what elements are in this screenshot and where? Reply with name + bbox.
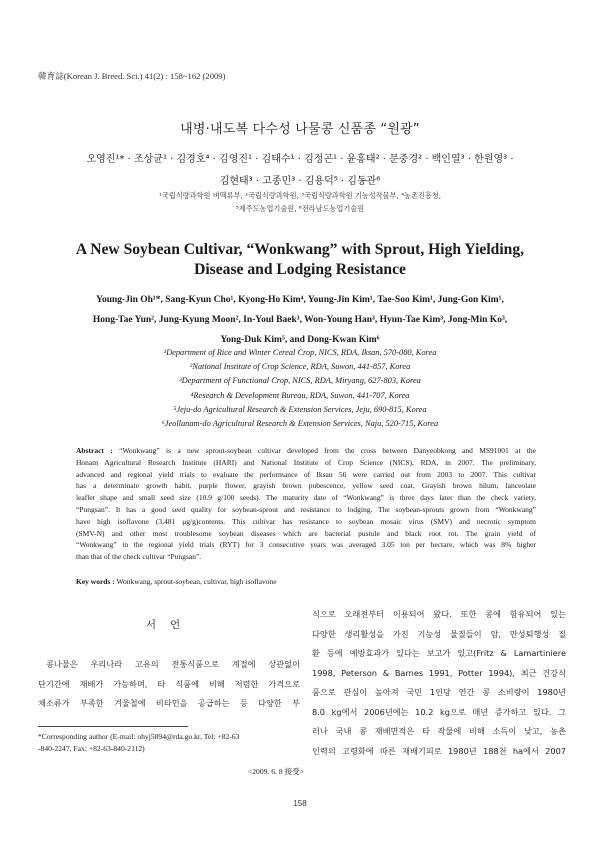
- abstract-label: Abstract :: [76, 446, 113, 455]
- footnote-line: *Corresponding author (E-mail: ohyj5894@rda.go.kr, Tel: +82-63: [38, 732, 240, 741]
- english-title: [40, 240, 560, 280]
- korean-title: 내병·내도복 다수성 나물콩 신품종 “원광”: [180, 122, 420, 137]
- affiliation-line: ²National Institute of Crop Science, RDA, Suwon, 441-857, Korea: [189, 362, 411, 372]
- english-title-line: A New Soybean Cultivar, “Wonkwang” with Sprout, High Yielding,: [75, 241, 525, 258]
- body-line: 러나 국내 콩 재배면적은 타 작물에 비해 소득이 낮고, 농촌: [312, 726, 566, 736]
- abstract: [76, 445, 536, 563]
- english-authors-line: Young-Jin Oh¹*, Sang-Kyun Cho¹, Kyong-Ho Kim⁴, Young-Jin Kim¹, Tae-Soo Kim¹, Jung-Gon Kim¹,: [96, 295, 504, 305]
- abstract-line: (SMV-N) and other most troublesome soybean diseases which are bacterial pustule and black root rot. The grain yield of: [76, 528, 536, 538]
- keywords-label: Key words :: [76, 577, 115, 586]
- body-line: 채소류가 부족한 겨울철에 비타민을 공급하는 등 다양한 부: [38, 698, 300, 708]
- abstract-line: than that of the check cultivar “Pungsan”.: [76, 552, 202, 562]
- section-heading-introduction: 서언: [145, 619, 195, 631]
- body-line: 8.0 kg에서 2006년에는 10.2 kg으로 매년 증가하고 있다. 그: [312, 706, 566, 717]
- keywords-text: Wonkwang, sprout-soybean, cultivar, high isoflavone: [116, 577, 277, 586]
- keywords: [76, 577, 536, 586]
- corresponding-author-footnote: [38, 731, 304, 754]
- body-line: 1998, Peterson & Barnes 1991, Potter 1994), 최근 건강식: [312, 667, 566, 678]
- english-authors-line: Yong-Duk Kim⁵, and Dong-Kwan Kim⁶: [220, 335, 380, 345]
- body-line: 품으로 관심이 높아져 국민 1인당 연간 콩 소비량이 1980년: [312, 687, 566, 697]
- journal-citation: 韓育誌(Korean J. Breed. Sci.) 41(2) : 158~162 (2009): [38, 71, 226, 81]
- english-affiliations: [60, 346, 540, 431]
- body-line: 환 등에 예방효과가 있다는 보고가 있고(Fritz & Lamartiniere: [312, 648, 566, 658]
- english-authors: [60, 290, 540, 350]
- left-column-text: [38, 655, 300, 714]
- affiliation-line: ⁶Jeollanam-do Agricultural Research & Extension Services, Naju, 520-715, Korea: [161, 419, 439, 429]
- abstract-line: Honam Agricultural Research Institute (HARI) and National Institute of Crop Science (NICS), RDA, in 2007. The preliminary,: [76, 457, 536, 467]
- abstract-line: have high isoflavone (3,481 μg/g)contents. This cultivar has resistance to soybean mosaic virus (SMV) and necrotic symptom: [76, 516, 536, 526]
- affiliation-line: ³Department of Functional Crop, NICS, RDA, Miryang, 627-803, Korea: [179, 376, 421, 386]
- footnote-line: -840-2247, Fax: +82-63-840-2112): [38, 743, 145, 753]
- korean-authors-line: 김현태³ · 고종민³ · 김용덕⁵ · 김동관⁶: [219, 176, 381, 187]
- body-line: 콩나물은 우리나라 고유의 전통식품으로 계절에 상관없이: [46, 659, 300, 669]
- english-authors-line: Hong-Tae Yun², Jung-Kyung Moon², In-Youl Baek³, Won-Young Han³, Hyun-Tae Kim³, Jong-Min Ko³,: [92, 315, 508, 325]
- received-date: <2009. 6. 8 接受>: [247, 767, 304, 776]
- abstract-line: leaflet shape and small seed size (10.9 g/100 seeds). The maturity date of “Wonkwang” is three days later than the check variety,: [76, 493, 536, 503]
- korean-affiliation-line: ¹국립식량과학원 벼맥류부, ²국립식량과학원, ³국립식량과학원 기능성작물부, ⁴농촌진흥청,: [158, 191, 442, 200]
- body-line: 인력의 고령화에 따른 재배기피로 1980년 188천 ha에서 2007: [312, 745, 566, 756]
- korean-affiliations: [60, 189, 540, 215]
- abstract-line: “Wonkwang” in the regional yield trials (RYT) for 3 consecutive years was averaged 3.05 ton per hectare, which was 8% higher: [76, 540, 536, 550]
- affiliation-line: ¹Department of Rice and Winter Cereal Crop, NICS, RDA, Iksan, 570-080, Korea: [163, 348, 437, 357]
- page-number: 158: [293, 799, 307, 808]
- right-column-text: [312, 605, 566, 761]
- body-line: 단기간에 재배가 가능하며, 타 식품에 비해 저렴한 가격으로: [38, 678, 300, 689]
- abstract-line: “Wonkwang” is a new sprout-soybean cultivar developed from the cross between Danyeobkong and MS91001 at the: [119, 446, 537, 455]
- abstract-line: advanced and regional yield trials to evaluate the performance of Iksan 56 were carried out from 2003 to 2007. This cultivar: [76, 469, 536, 479]
- affiliation-line: ⁴Research & Development Bureau, RDA, Suwon, 441-707, Korea: [190, 390, 410, 400]
- abstract-line: has a determinate growth habit, purple flower, grayish brown pubescence, yellow seed coat, Grayish brown hilum, lanceolate: [76, 481, 536, 491]
- abstract-line: “Pungsan”. It has a good seed quality for soybean-sprout and resistance to lodging. The soybean-sprouts grown from “Wonkwang”: [76, 504, 536, 514]
- korean-affiliation-line: ⁵제주도농업기술원, ⁶전라남도농업기술원: [235, 204, 365, 213]
- korean-authors-line: 오영진¹* · 조상균¹ · 김경호⁴ · 김영진¹ · 김태수¹ · 김정곤¹ · 윤홍태² · 문중경² · 백인열³ · 한원영³ ·: [86, 154, 514, 165]
- affiliation-line: ⁵Jeju-do Agricultural Research & Extension Services, Jeju, 690-815, Korea: [173, 404, 427, 414]
- footnote-divider: [38, 726, 188, 727]
- english-title-line: Disease and Lodging Resistance: [194, 261, 406, 278]
- body-line: 식으로 오래전부터 이용되어 왔다. 또한 콩에 함유되어 있는: [312, 609, 566, 619]
- body-line: 다양한 생리활성을 가진 기능성 물질들이 암, 만성퇴행성 질: [312, 628, 566, 639]
- abstract-line-first: [76, 445, 536, 457]
- korean-authors: [60, 149, 540, 193]
